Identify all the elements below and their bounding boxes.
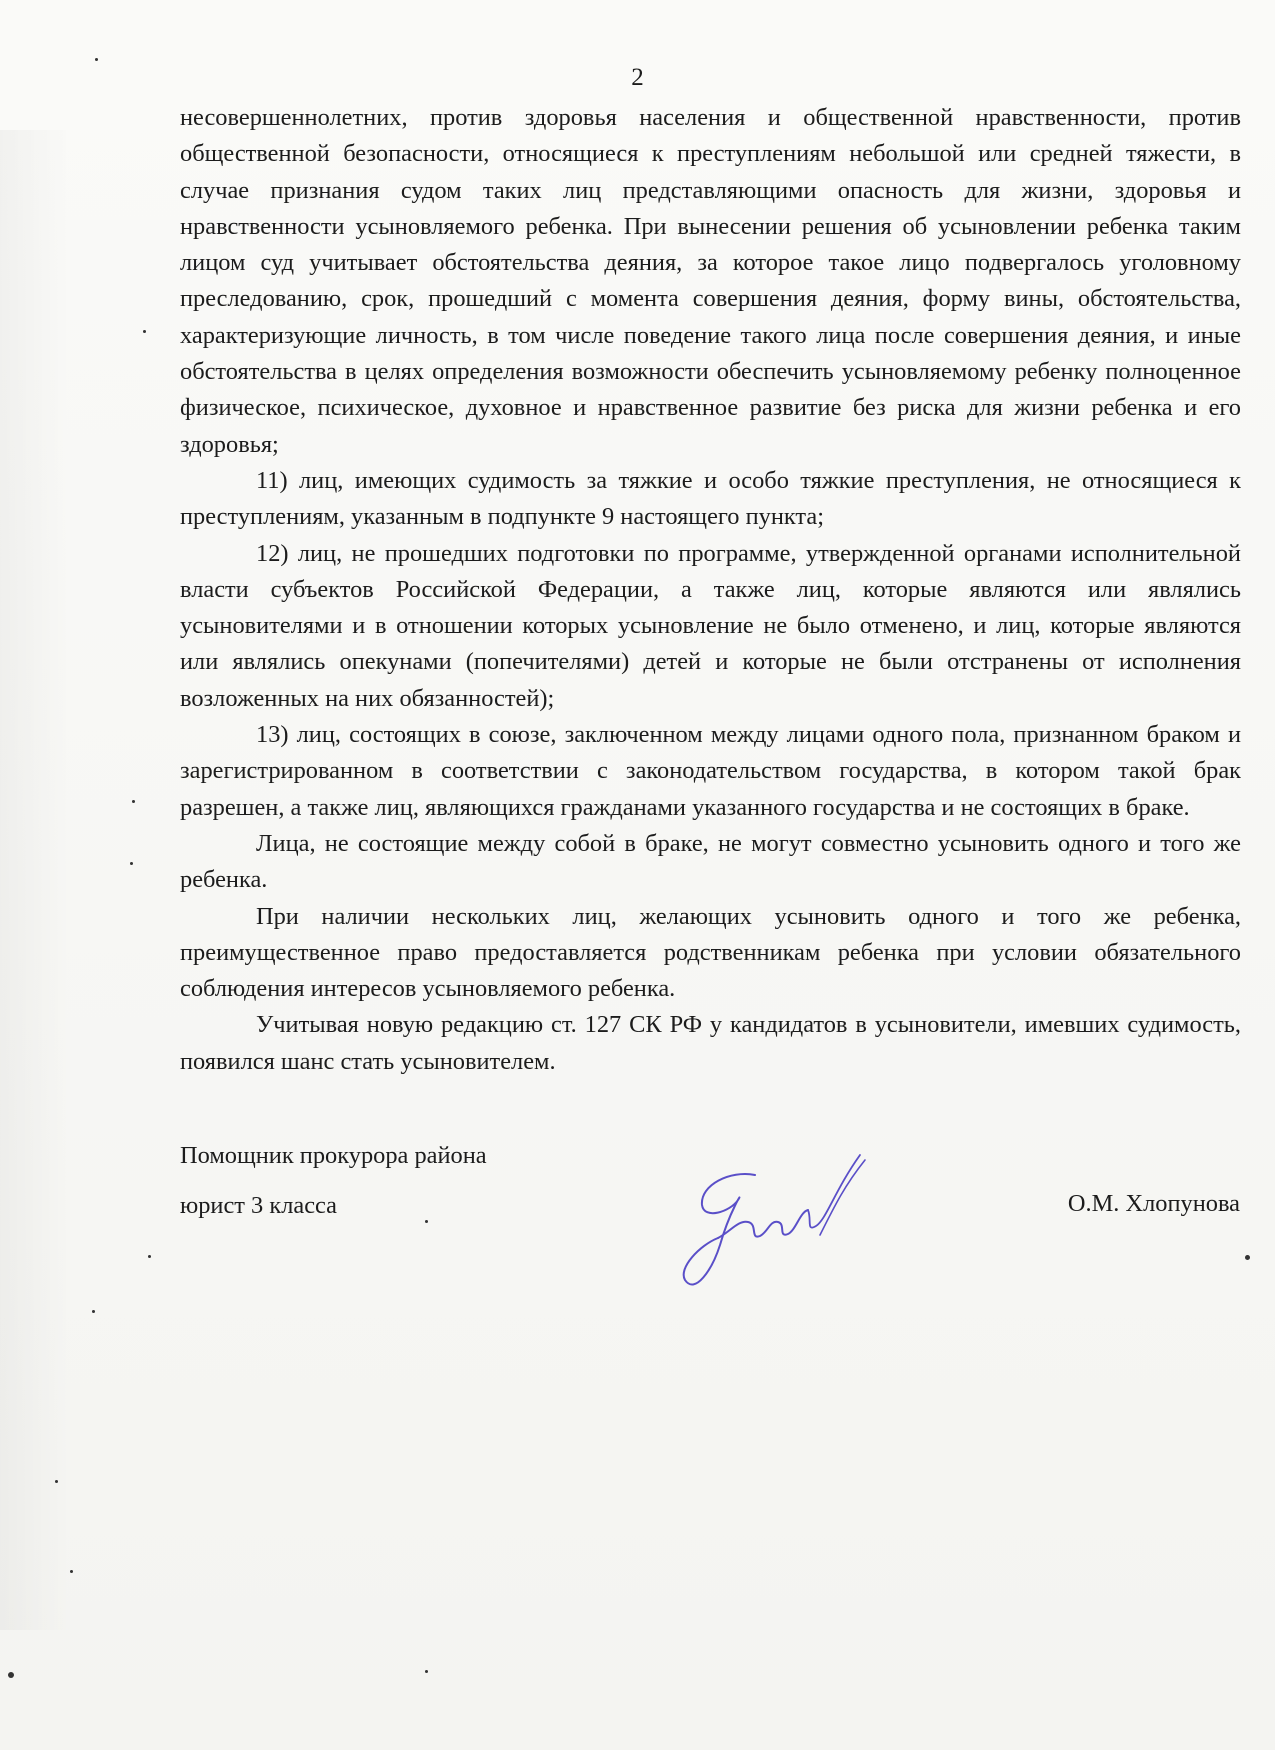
paragraph-conclusion: Учитывая новую редакцию ст. 127 СК РФ у кандидатов в усыновители, имевших судимость, появился шанс стать усыновителем. (180, 1011, 1241, 1075)
scan-shadow (0, 130, 70, 1630)
scan-speck (1245, 1255, 1250, 1260)
paragraph-joint-adoption: Лица, не состоящие между собой в браке, не могут совместно усыновить одного и того же ребенка. (180, 829, 1241, 894)
signer-name: О.М. Хлопунова (1067, 1190, 1240, 1217)
scan-speck (70, 1570, 73, 1573)
scan-speck (130, 862, 133, 865)
scan-speck (8, 1672, 14, 1678)
scan-speck (92, 1310, 95, 1313)
handwritten-signature (660, 1150, 890, 1310)
paragraph-item-13: 13) лиц, состоящих в союзе, заключенном между лицами одного пола, признанном браком и зарегистрированном в соответствии с законодательством государства, в котором такой брак разрешен, а также лиц, являющихся гражданами указанного государства и не состоящих в браке. (180, 721, 1241, 821)
scan-speck (95, 58, 98, 61)
scan-speck (55, 1480, 58, 1483)
scan-speck (148, 1255, 151, 1258)
paragraph-continuation: несовершеннолетних, против здоровья населения и общественной нравственности, против общественной безопасности, относящиеся к преступлениям небольшой или средней тяжести, в случае признания судом таких лиц представляющими опасность для жизни, здоровья и нравственности усыновляемого ребенка. При вынесении решения об усыновлении ребенка таким лицом суд учитывает обстоятельства деяния, за которое такое лицо подвергалось уголовному преследованию, срок, прошедший с момента совершения деяния, форму вины, обстоятельства, характеризующие личность, в том числе поведение такого лица после совершения деяния, и иные обстоятельства в целях определения возможности обеспечить усыновляемому ребенку полноценное физическое, психическое, духовное и нравственное развитие без риска для жизни ребенка и его здоровья; (180, 104, 1241, 458)
page-number: 2 (631, 64, 644, 91)
signer-position: Помощник прокурора района (180, 1142, 487, 1169)
paragraph-item-11: 11) лиц, имеющих судимость за тяжкие и особо тяжкие преступления, не относящиеся к преступлениям, указанным в подпункте 9 настоящего пункта; (180, 466, 1241, 531)
scan-speck (143, 330, 146, 333)
scan-speck (132, 800, 135, 803)
paragraph-priority-right: При наличии нескольких лиц, желающих усыновить одного и того же ребенка, преимущественное право предоставляется родственникам ребенка при условии обязательного соблюдения интересов усыновляемого ребенка. (180, 902, 1241, 1003)
paragraph-item-12: 12) лиц, не прошедших подготовки по программе, утвержденной органами исполнительной власти субъектов Российской Федерации, а также лиц, которые являются или являлись усыновителями и в отношении которых усыновление не было отменено, и лиц, которые являются или являлись опекунами (попечителями) детей и которые не были отстранены от исполнения возложенных на них обязанностей); (180, 539, 1241, 712)
document-body (180, 100, 1241, 1080)
scan-speck (425, 1220, 428, 1223)
signer-rank: юрист 3 класса (180, 1192, 337, 1219)
scan-speck (425, 1670, 428, 1673)
